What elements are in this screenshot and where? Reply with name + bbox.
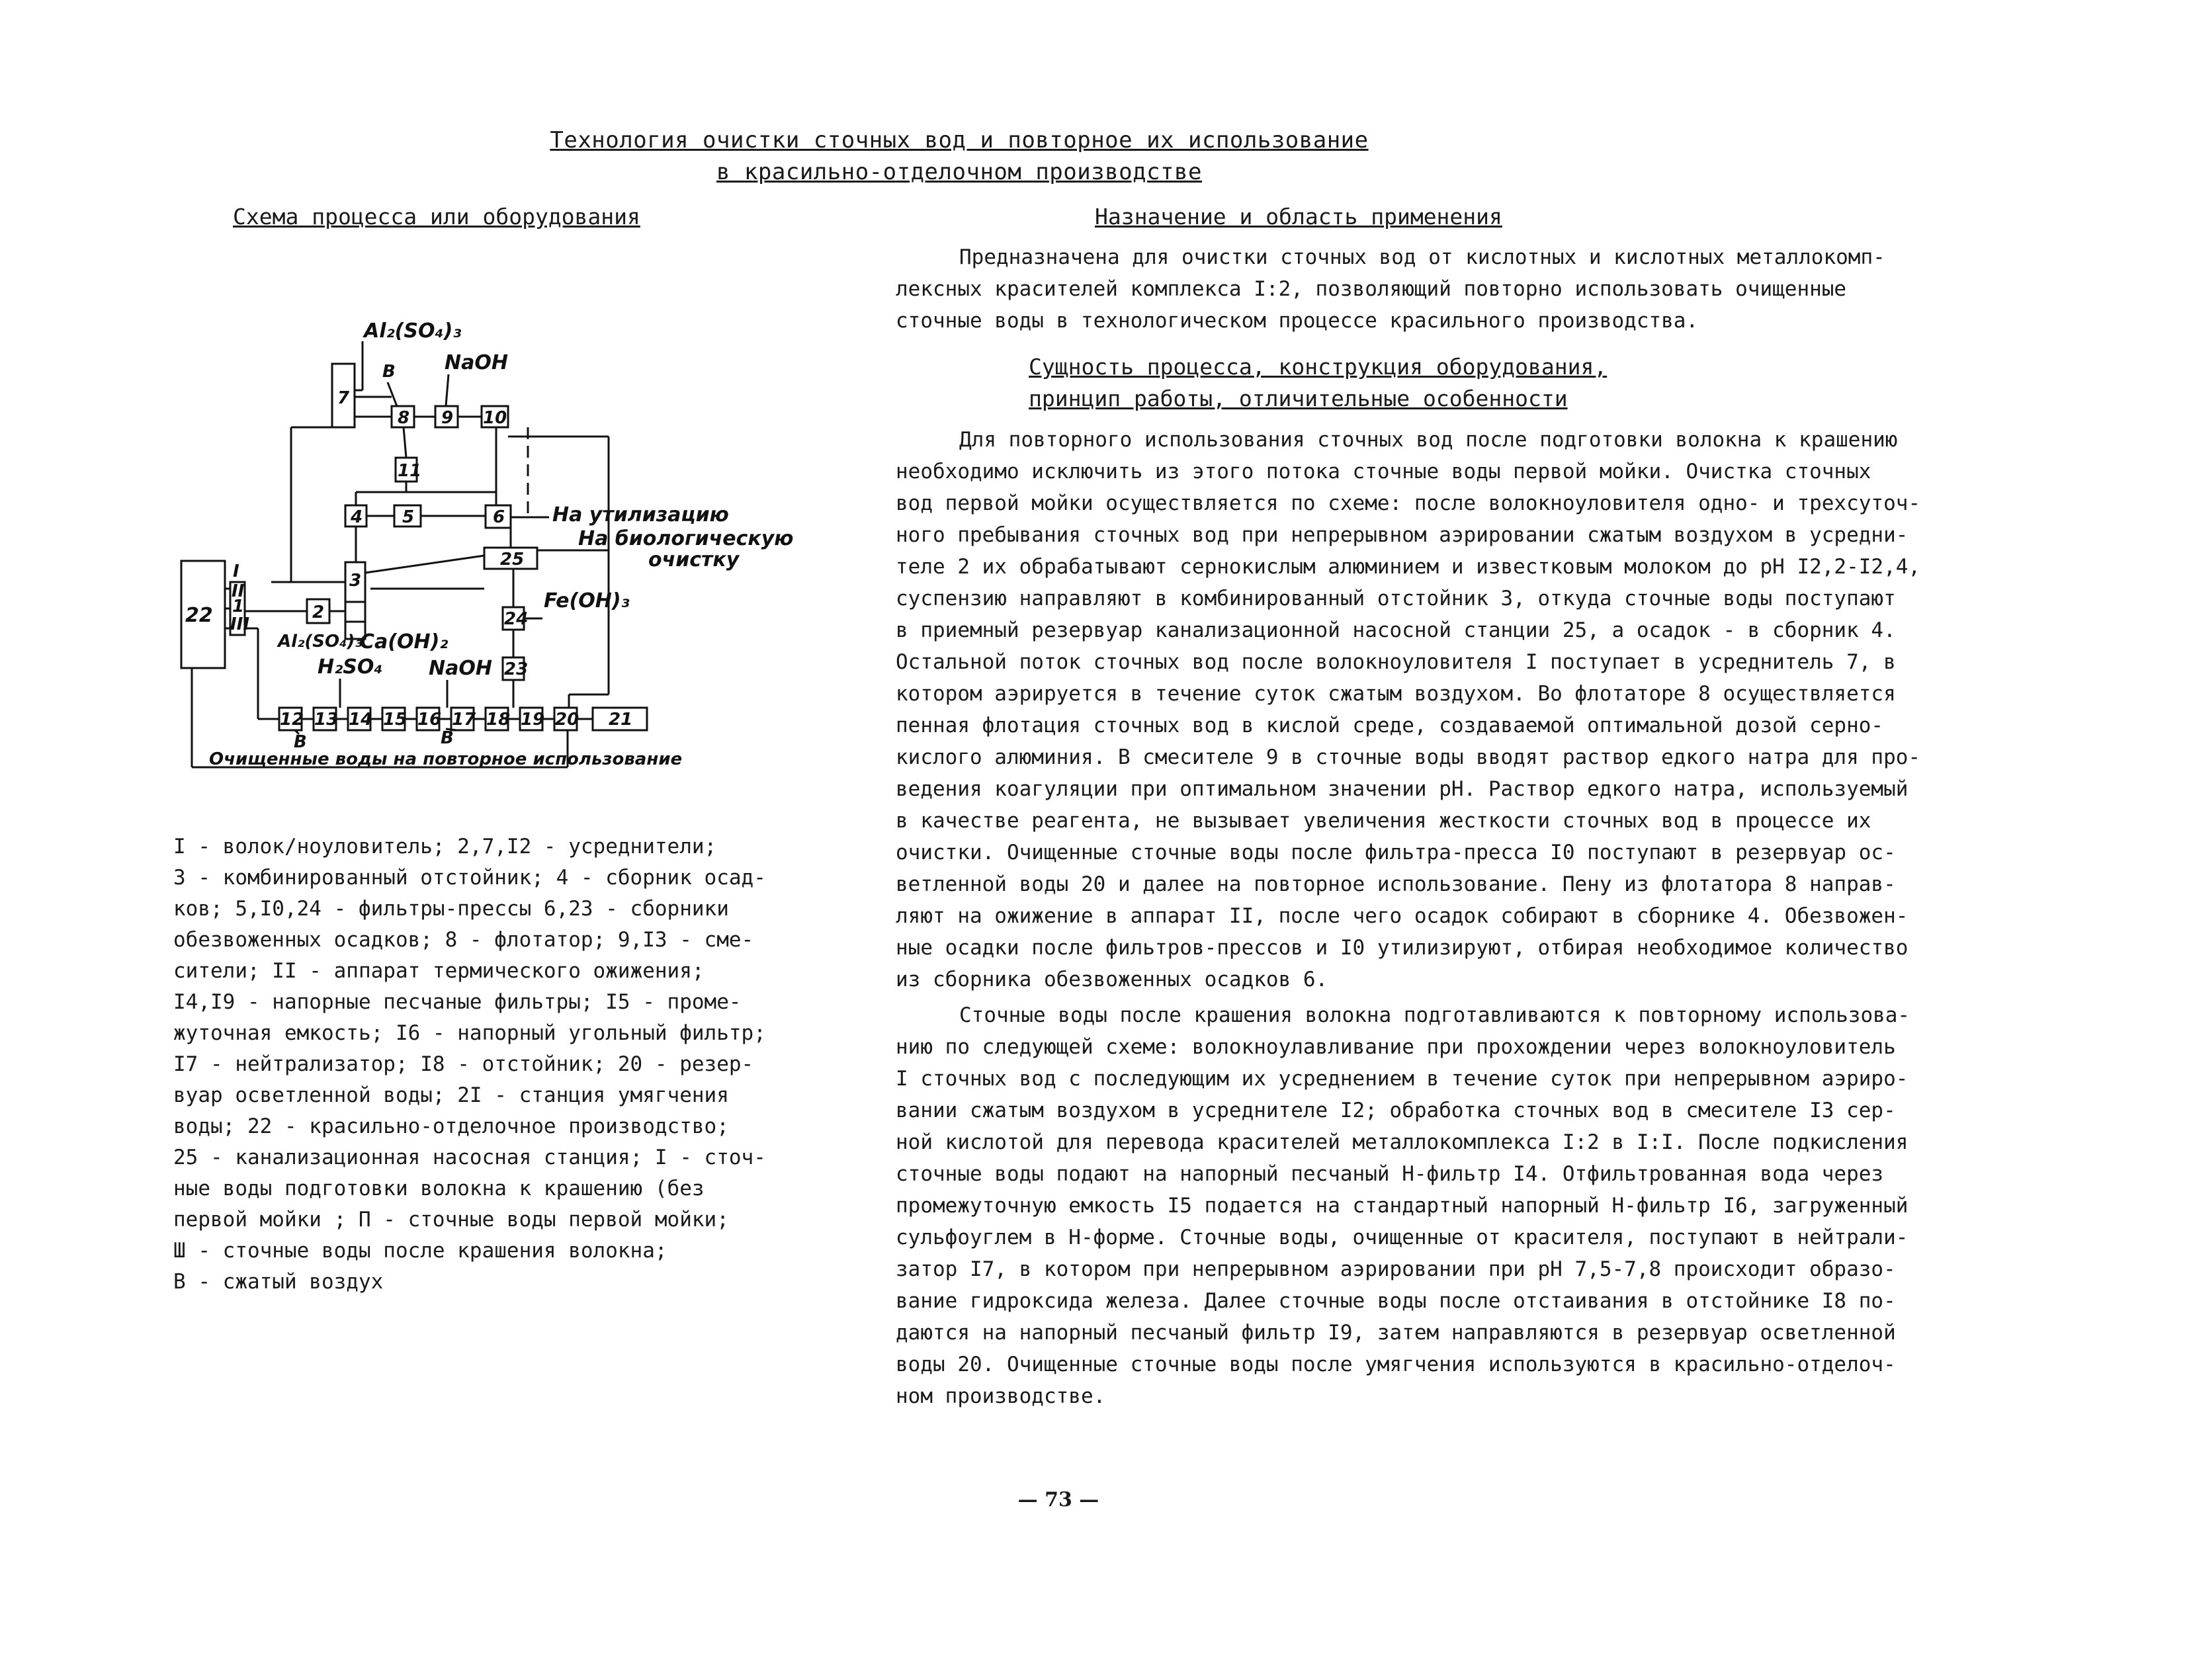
legend-line: ные воды подготовки волокна к крашению (без (173, 1177, 705, 1200)
box-4-label: 4 (351, 507, 363, 527)
legend-line: I7 - нейтрализатор; I8 - отстойник; 20 - резер- (173, 1052, 754, 1076)
legend-line: вуар осветленной воды; 2I - станция умягчения (173, 1083, 729, 1107)
essence-line: необходимо исключить из этого потока сточные воды первой мойки. Очистка сточных (896, 460, 1871, 483)
box-17-label: 17 (452, 710, 476, 730)
legend-line: сители; II - аппарат термического ожижения; (173, 959, 705, 983)
process-diagram (172, 311, 794, 787)
label-b-top: В (382, 362, 396, 382)
purpose-line: лексных красителей комплекса I:2, позволяющий повторно использовать очищенные (896, 277, 1847, 301)
essence-line: Для повторного использования сточных вод после подготовки волокна к крашению (959, 428, 1898, 452)
legend-line: жуточная емкость; I6 - напорный угольный фильтр; (173, 1021, 766, 1045)
title-line-2: в красильно-отделочном производстве (716, 159, 1202, 185)
right-heading: Назначение и область применения (1095, 204, 1502, 230)
essence-line: промежуточную емкость I5 подается на стандартный напорный Н-фильтр I6, загруженный (896, 1194, 1908, 1218)
label-bottom: Очищенные воды на повторное использование (209, 749, 683, 769)
legend-line: обезвоженных осадков; 8 - флотатор; 9,I3 - сме- (173, 928, 754, 952)
essence-line: ные осадки после фильтров-прессов и I0 утилизируют, отбирая необходимое количество (896, 936, 1908, 960)
box-20-label: 20 (555, 710, 579, 730)
essence-line: Сточные воды после крашения волокна подготавливаются к повторному использова- (959, 1003, 1910, 1027)
box-22-label: 22 (185, 604, 213, 627)
essence-line: очистки. Очищенные сточные воды после фильтра-пресса I0 поступают в резервуар ос- (896, 841, 1896, 864)
essence-line: вание гидроксида железа. Далее сточные воды после отстаивания в отстойнике I8 по- (896, 1289, 1896, 1313)
essence-heading-1: Сущность процесса, конструкция оборудования, (1029, 354, 1608, 380)
essence-line: затор I7, в котором при непрерывном аэрировании при pH 7,5-7,8 происходит образо- (896, 1257, 1896, 1281)
box-2-label: 2 (312, 603, 325, 622)
essence-line: из сборника обезвоженных осадков 6. (896, 968, 1328, 991)
essence-line: воды 20. Очищенные сточные воды после умягчения используются в красильно-отделоч- (896, 1353, 1896, 1376)
essence-line: ного пребывания сточных вод при непрерывном аэрировании сжатым воздухом в усредни- (896, 523, 1908, 547)
page-number: — 73 — (1017, 1488, 1099, 1511)
label-utilization: На утилизацию (552, 503, 729, 526)
box-15-label: 15 (383, 710, 407, 730)
box-9-label: 9 (441, 408, 454, 428)
legend-line: Ш - сточные воды после крашения волокна; (173, 1239, 667, 1263)
essence-line: котором аэрируется в течение суток сжатым воздухом. Во флотаторе 8 осуществляется (896, 682, 1896, 706)
box-21-label: 21 (609, 710, 633, 730)
essence-line: I сточных вод с последующим их усреднением в течение суток при непрерывном аэриро- (896, 1067, 1908, 1091)
essence-line: сточные воды подают на напорный песчаный Н-фильтр I4. Отфильтрованная вода через (896, 1162, 1884, 1186)
box-8-label: 8 (398, 408, 410, 428)
label-caoh2: Ca(OH)₂ (360, 630, 449, 653)
essence-line: в приемный резервуар канализационной насосной станции 25, а осадок - в сборник 4. (896, 618, 1896, 642)
box-24-label: 24 (504, 609, 529, 629)
box-6-label: 6 (493, 507, 505, 527)
essence-line: суспензию направляют в комбинированный отстойник 3, откуда сточные воды поступают (896, 587, 1896, 610)
box-3-label: 3 (349, 571, 362, 591)
essence-line: ведения коагуляции при оптимальном значении pH. Раствор едкого натра, используемый (896, 777, 1908, 801)
box-25-label: 25 (500, 550, 525, 569)
essence-line: Остальной поток сточных вод после волокноуловителя I поступает в усреднитель 7, в (896, 650, 1896, 674)
essence-line: нию по следующей схеме: волокноулавливание при прохождении через волокноуловитель (896, 1035, 1896, 1059)
box-10-label: 10 (483, 408, 507, 428)
box-11-label: 11 (398, 461, 422, 481)
label-naoh-top: NaOH (445, 351, 508, 374)
box-18-label: 18 (486, 710, 511, 730)
label-naoh-mid: NaOH (429, 657, 492, 680)
box-12-label: 12 (280, 710, 304, 730)
essence-line: теле 2 их обрабатывают сернокислым алюминием и известковым молоком до pH I2,2-I2,4, (896, 555, 1921, 579)
purpose-line: Предназначена для очистки сточных вод от кислотных и кислотных металлокомп- (959, 245, 1885, 269)
label-bio-1: На биологическую (578, 527, 794, 550)
label-feoh3: Fe(OH)₃ (544, 589, 630, 612)
essence-line: вании сжатым воздухом в усреднителе I2; обработка сточных вод в смесителе I3 сер- (896, 1099, 1896, 1122)
legend-line: В - сжатый воздух (173, 1270, 384, 1294)
legend-line: 25 - канализационная насосная станция; I - сточ- (173, 1146, 766, 1169)
legend-line: ков; 5,I0,24 - фильтры-прессы 6,23 - сборники (173, 897, 729, 921)
box-16-label: 16 (417, 710, 442, 730)
title-line-1: Технология очистки сточных вод и повторное их использование (550, 127, 1369, 153)
essence-line: вод первой мойки осуществляется по схеме: после волокноуловителя одно- и трехсуточ- (896, 491, 1921, 515)
legend-line: I4,I9 - напорные песчаные фильтры; I5 - проме- (173, 990, 742, 1014)
box-5-label: 5 (402, 507, 415, 527)
essence-line: даются на напорный песчаный фильтр I9, затем направляются в резервуар осветленной (896, 1321, 1896, 1345)
left-heading: Схема процесса или оборудования (233, 204, 640, 230)
essence-line: ном производстве. (896, 1384, 1106, 1408)
box-23-label: 23 (504, 659, 529, 679)
essence-line: ной кислотой для перевода красителей металлокомплекса I:2 в I:I. После подкисления (896, 1130, 1908, 1154)
box-13-label: 13 (314, 710, 339, 730)
box-14-label: 14 (349, 710, 373, 730)
essence-line: сульфоуглем в Н-форме. Сточные воды, очищенные от красителя, поступают в нейтрали- (896, 1226, 1908, 1249)
label-bio-2: очистку (648, 548, 740, 571)
legend-line: I - волок/ноуловитель; 2,7,I2 - усреднители; (173, 835, 717, 859)
label-b-bottom-1: В (294, 732, 307, 752)
essence-line: ляют на ожижение в аппарат II, после чего осадок собирают в сборнике 4. Обезвожен- (896, 904, 1908, 928)
box-1-label: 1 (232, 597, 245, 616)
legend-line: 3 - комбинированный отстойник; 4 - сборник осад- (173, 866, 766, 890)
purpose-line: сточные воды в технологическом процессе красильного производства. (896, 309, 1699, 333)
label-roman-3: III (230, 614, 250, 634)
essence-line: ветленной воды 20 и далее на повторное использование. Пену из флотатора 8 направ- (896, 872, 1896, 896)
label-al2so4-top: Al₂(SO₄)₃ (364, 319, 462, 343)
essence-line: пенная флотация сточных вод в кислой среде, создаваемой оптимальной дозой серно- (896, 714, 1884, 737)
essence-line: кислого алюминия. В смесителе 9 в сточные воды вводят раствор едкого натра для про- (896, 745, 1921, 769)
label-roman-2: II (232, 581, 245, 601)
legend-line: первой мойки ; П - сточные воды первой мойки; (173, 1208, 729, 1232)
label-h2so4: H₂SO₄ (318, 655, 383, 679)
box-19-label: 19 (521, 710, 545, 730)
box-7-label: 7 (337, 388, 350, 408)
legend-line: воды; 22 - красильно-отделочное производство; (173, 1114, 729, 1138)
essence-line: в качестве реагента, не вызывает увеличения жесткости сточных вод в процессе их (896, 809, 1871, 833)
essence-heading-2: принцип работы, отличительные особенности (1029, 386, 1568, 411)
label-roman-1: I (233, 562, 239, 581)
label-b-bottom-2: В (441, 728, 454, 748)
label-al2so4-mid: Al₂(SO₄)₃ (278, 632, 363, 651)
